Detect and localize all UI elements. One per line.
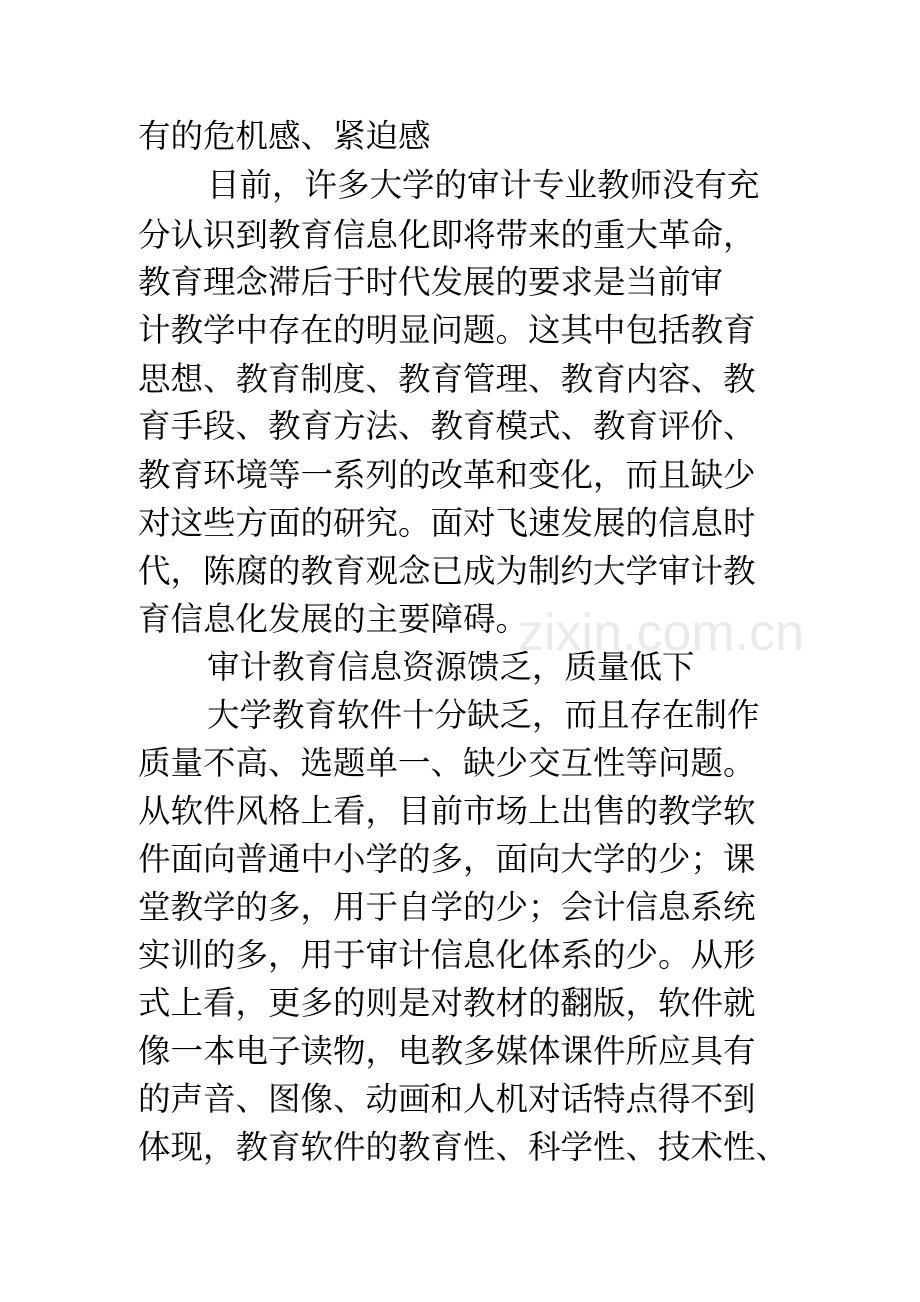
text-line: 对这些方面的研究。面对飞速发展的信息时 xyxy=(138,504,756,542)
text-line: 育手段、教育方法、教育模式、教育评价、 xyxy=(138,407,756,445)
text-line: 目前，许多大学的审计专业教师没有充 xyxy=(207,166,760,204)
text-line: 育信息化发展的主要障碍。 xyxy=(138,600,529,638)
text-line: 堂教学的多，用于自学的少；会计信息系统 xyxy=(138,888,756,926)
text-line: 有的危机感、紧迫感 xyxy=(138,117,431,155)
text-line: 式上看，更多的则是对教材的翻版，软件就 xyxy=(138,984,756,1022)
text-line: 实训的多，用于审计信息化体系的少。从形 xyxy=(138,936,756,974)
text-line: 教育理念滞后于时代发展的要求是当前审 xyxy=(138,263,724,301)
text-line: 大学教育软件十分缺乏，而且存在制作 xyxy=(207,696,760,734)
text-line: 分认识到教育信息化即将带来的重大革命， xyxy=(138,216,756,254)
text-line: 从软件风格上看，目前市场上出售的教学软 xyxy=(138,792,756,830)
text-line: 计教学中存在的明显问题。这其中包括教育 xyxy=(138,311,756,349)
text-line: 像一本电子读物，电教多媒体课件所应具有 xyxy=(138,1032,756,1070)
text-line: 质量不高、选题单一、缺少交互性等问题。 xyxy=(138,744,756,782)
text-line: 审计教育信息资源馈乏，质量低下 xyxy=(207,648,695,686)
text-line: 教育环境等一系列的改革和变化，而且缺少 xyxy=(138,456,756,494)
text-line: 件面向普通中小学的多，面向大学的少；课 xyxy=(138,840,756,878)
text-line: 代，陈腐的教育观念已成为制约大学审计教 xyxy=(138,552,756,590)
watermark: zixin.com.cn xyxy=(518,604,805,662)
text-line: 的声音、图像、动画和人机对话特点得不到 xyxy=(138,1080,756,1118)
text-line: 思想、教育制度、教育管理、教育内容、教 xyxy=(138,360,756,398)
text-line: 体现，教育软件的教育性、科学性、技术性、 xyxy=(138,1128,789,1166)
